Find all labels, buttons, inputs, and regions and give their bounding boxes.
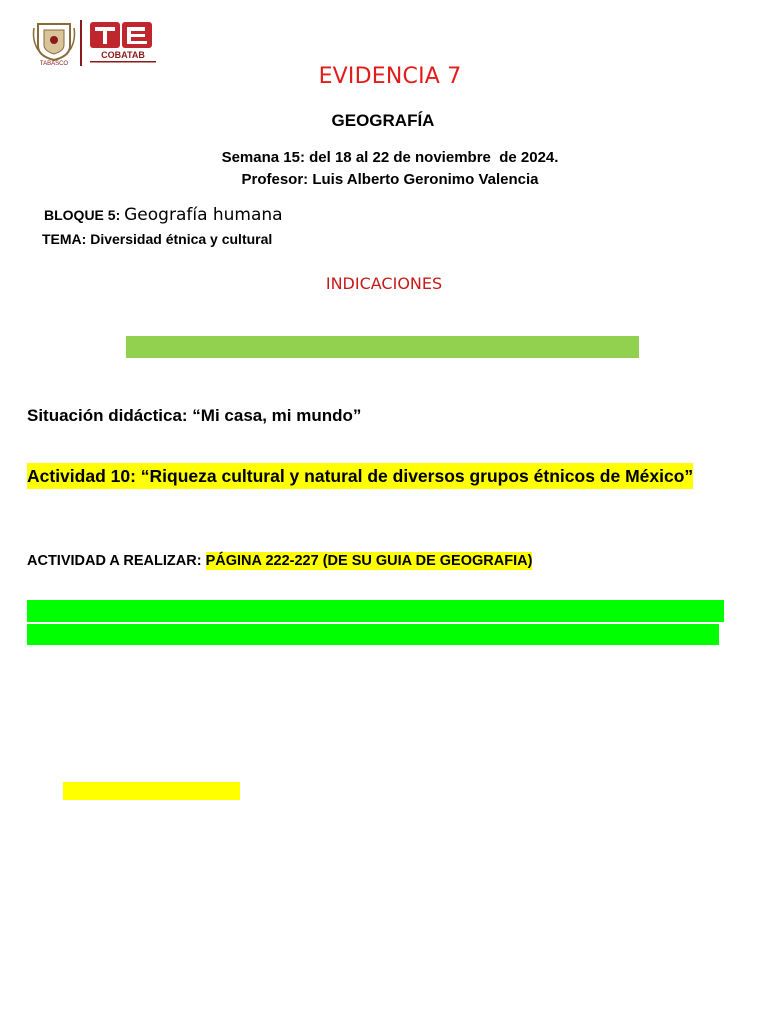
actividad-heading [27, 460, 727, 492]
bloque-name: Geografía humana [124, 205, 283, 225]
green-bar-1 [27, 600, 724, 622]
tema-value: Diversidad étnica y cultural [90, 231, 273, 247]
document-title: EVIDENCIA 7 [318, 64, 462, 89]
bloque-label: BLOQUE 5: [44, 207, 125, 223]
tabasco-logo [30, 20, 78, 66]
yellow-bar [63, 782, 240, 800]
tema-line [42, 231, 272, 247]
week-line: Semana 15: del 18 al 22 de noviembre de 2024. [221, 149, 559, 166]
tabasco-logo-text: TABASCO [39, 61, 69, 66]
bloque-line [44, 205, 283, 225]
situacion-didactica: Situación didáctica: “Mi casa, mi mundo” [27, 406, 362, 425]
actividad-text: Actividad 10: “Riqueza cultural y natural de diversos grupos étnicos de México” [27, 463, 693, 489]
tema-label: TEMA: [42, 231, 91, 247]
subject-heading: GEOGRAFÍA [331, 111, 435, 130]
logo-divider [80, 20, 82, 66]
teacher-line: Profesor: Luis Alberto Geronimo Valencia [241, 171, 539, 188]
green-highlight-bar [126, 336, 639, 358]
indicaciones-heading: INDICACIONES [325, 274, 443, 293]
actividad-a-realizar [27, 553, 532, 569]
cobatab-logo-text: COBATAB [101, 50, 145, 60]
realizar-label: ACTIVIDAD A REALIZAR: [27, 553, 206, 569]
green-bar-2 [27, 624, 719, 645]
realizar-value: PÁGINA 222-227 (DE SU GUIA DE GEOGRAFIA) [205, 553, 533, 569]
cobatab-logo [86, 20, 160, 66]
